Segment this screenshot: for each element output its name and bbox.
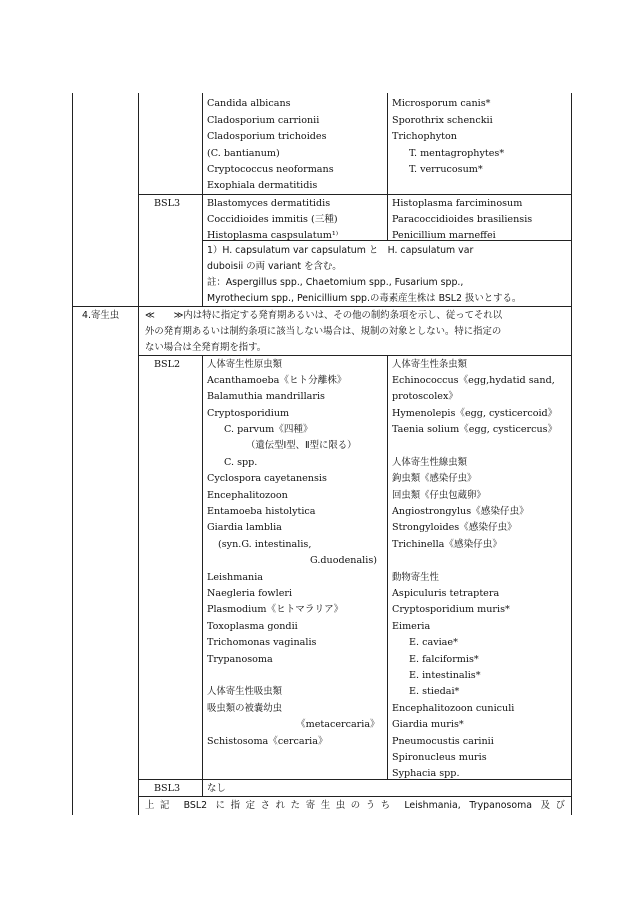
footnote-line: 註：Aspergillus spp., Chaetomium spp., Fusarium spp., <box>207 277 464 288</box>
list-item: 《metacercaria》 <box>296 719 380 730</box>
list-item: Trichinella《感染仔虫》 <box>392 539 502 550</box>
list-item: Entamoeba histolytica <box>207 506 316 517</box>
fungi-bsl3-label: BSL3 <box>154 198 181 209</box>
list-item: E. caviae* <box>409 637 458 648</box>
footnote-line: Myrothecium spp., Penicillium spp.の毒素産生株は BSL2 扱いとする。 <box>207 293 522 304</box>
parasites-footer-line: 上記 BSL2 に指定された寄生虫のうち Leishmania, Trypanosoma 及び <box>145 800 565 811</box>
rule-fungi-bsl3-top <box>138 194 572 195</box>
list-item: 吸虫類の被嚢幼虫 <box>207 703 283 714</box>
rule-col-divider-1 <box>138 93 139 815</box>
category-label: 4.寄生虫 <box>82 310 120 321</box>
list-item: （遺伝型Ⅰ型、Ⅱ型に限る） <box>246 440 357 451</box>
list-item: E. intestinalis* <box>409 670 481 681</box>
list-item: C. parvum《四種》 <box>224 424 313 435</box>
list-item: Schistosoma《cercaria》 <box>207 736 328 747</box>
intro-line: ない場合は全発育期を指す。 <box>145 342 267 353</box>
list-item: Microsporum canis* <box>392 98 491 109</box>
list-item: Cryptosporidium muris* <box>392 604 510 615</box>
rule-parasites-bsl3-top <box>138 779 572 780</box>
footnote-line: 1）H. capsulatum var capsulatum と H. capsulatum var <box>207 245 474 256</box>
list-item: Coccidioides immitis (三種) <box>207 214 338 225</box>
list-item: E. stiedai* <box>409 686 460 697</box>
list-item: Trichophyton <box>392 131 457 142</box>
list-item: E. falciformis* <box>409 654 479 665</box>
rule-left-border <box>72 93 73 815</box>
list-item: Acanthamoeba《ヒト分離株》 <box>207 375 347 386</box>
list-item: protoscolex》 <box>392 391 458 402</box>
list-item: 人体寄生性吸虫類 <box>207 686 283 697</box>
list-item: Histoplasma caspsulatum¹⁾ <box>207 230 339 241</box>
list-item: Hymenolepis《egg, cysticercoid》 <box>392 408 558 419</box>
list-item: Sporothrix schenckii <box>392 115 493 126</box>
list-item: 人体寄生性条虫類 <box>392 359 468 370</box>
list-item: 回虫類《仔虫包蔵卵》 <box>392 490 486 501</box>
list-item: Encephalitozoon <box>207 490 288 501</box>
list-item: 人体寄生性原虫類 <box>207 359 283 370</box>
list-item: Trichomonas vaginalis <box>207 637 317 648</box>
list-item: G.duodenalis) <box>310 555 377 566</box>
rule-parasites-bsl2-top <box>138 355 572 356</box>
parasites-bsl3-value: なし <box>207 783 226 794</box>
list-item: Eimeria <box>392 621 431 632</box>
list-item: Exophiala dermatitidis <box>207 180 318 191</box>
list-item: Balamuthia mandrillaris <box>207 391 325 402</box>
list-item: (syn.G. intestinalis, <box>218 539 312 550</box>
rule-col-divider-3b <box>387 355 388 779</box>
rule-col-divider-2a <box>202 93 203 306</box>
list-item: T. mentagrophytes* <box>409 148 505 159</box>
list-item: Encephalitozoon cuniculi <box>392 703 515 714</box>
list-item: 動物寄生性 <box>392 572 439 583</box>
list-item: Cyclospora cayetanensis <box>207 473 327 484</box>
list-item: Plasmodium《ヒトマラリア》 <box>207 604 344 615</box>
list-item: Cladosporium trichoides <box>207 131 327 142</box>
rule-right-border <box>571 93 572 815</box>
parasites-bsl3-label: BSL3 <box>154 783 181 794</box>
list-item: Cladosporium carrionii <box>207 115 320 126</box>
list-item: Pneumocustis carinii <box>392 736 494 747</box>
list-item: Leishmania <box>207 572 264 583</box>
list-item: Echinococcus《egg,hydatid sand, <box>392 375 555 386</box>
parasites-bsl2-label: BSL2 <box>154 359 181 370</box>
list-item: C. spp. <box>224 457 258 468</box>
list-item: 人体寄生性線虫類 <box>392 457 468 468</box>
list-item: Blastomyces dermatitidis <box>207 198 331 209</box>
footnote-line: duboisii の両 variant を含む。 <box>207 261 342 272</box>
list-item: Aspiculuris tetraptera <box>392 588 500 599</box>
intro-line: 外の発育期あるいは制約条項に該当しない場合は、規制の対象としない。特に指定の <box>145 326 502 337</box>
list-item: Cryptosporidium <box>207 408 290 419</box>
rule-parasites-footer-top <box>138 796 572 797</box>
list-item: Naegleria fowleri <box>207 588 293 599</box>
list-item: Paracoccidioides brasiliensis <box>392 214 533 225</box>
list-item: Penicillium marneffei <box>392 230 496 241</box>
rule-parasites-top <box>72 306 572 307</box>
list-item: Strongyloides《感染仔虫》 <box>392 522 517 533</box>
list-item: Toxoplasma gondii <box>207 621 298 632</box>
list-item: 鉤虫類《感染仔虫》 <box>392 473 477 484</box>
list-item: (C. bantianum) <box>207 148 280 159</box>
list-item: Syphacia spp. <box>392 768 460 779</box>
list-item: Giardia muris* <box>392 719 464 730</box>
list-item: Histoplasma farciminosum <box>392 198 523 209</box>
intro-line: ≪ ≫内は特に指定する発育期あるいは、その他の制約条項を示し、従ってそれ以 <box>145 310 503 321</box>
rule-col-divider-2b <box>202 355 203 796</box>
list-item: Spironucleus muris <box>392 752 487 763</box>
list-item: Cryptococcus neoformans <box>207 164 334 175</box>
list-item: Taenia solium《egg, cysticercus》 <box>392 424 558 435</box>
list-item: Giardia lamblia <box>207 522 282 533</box>
list-item: Trypanosoma <box>207 654 273 665</box>
list-item: Angiostrongylus《感染仔虫》 <box>392 506 529 517</box>
rule-col-divider-3a <box>387 93 388 240</box>
list-item: Candida albicans <box>207 98 291 109</box>
list-item: T. verrucosum* <box>409 164 483 175</box>
